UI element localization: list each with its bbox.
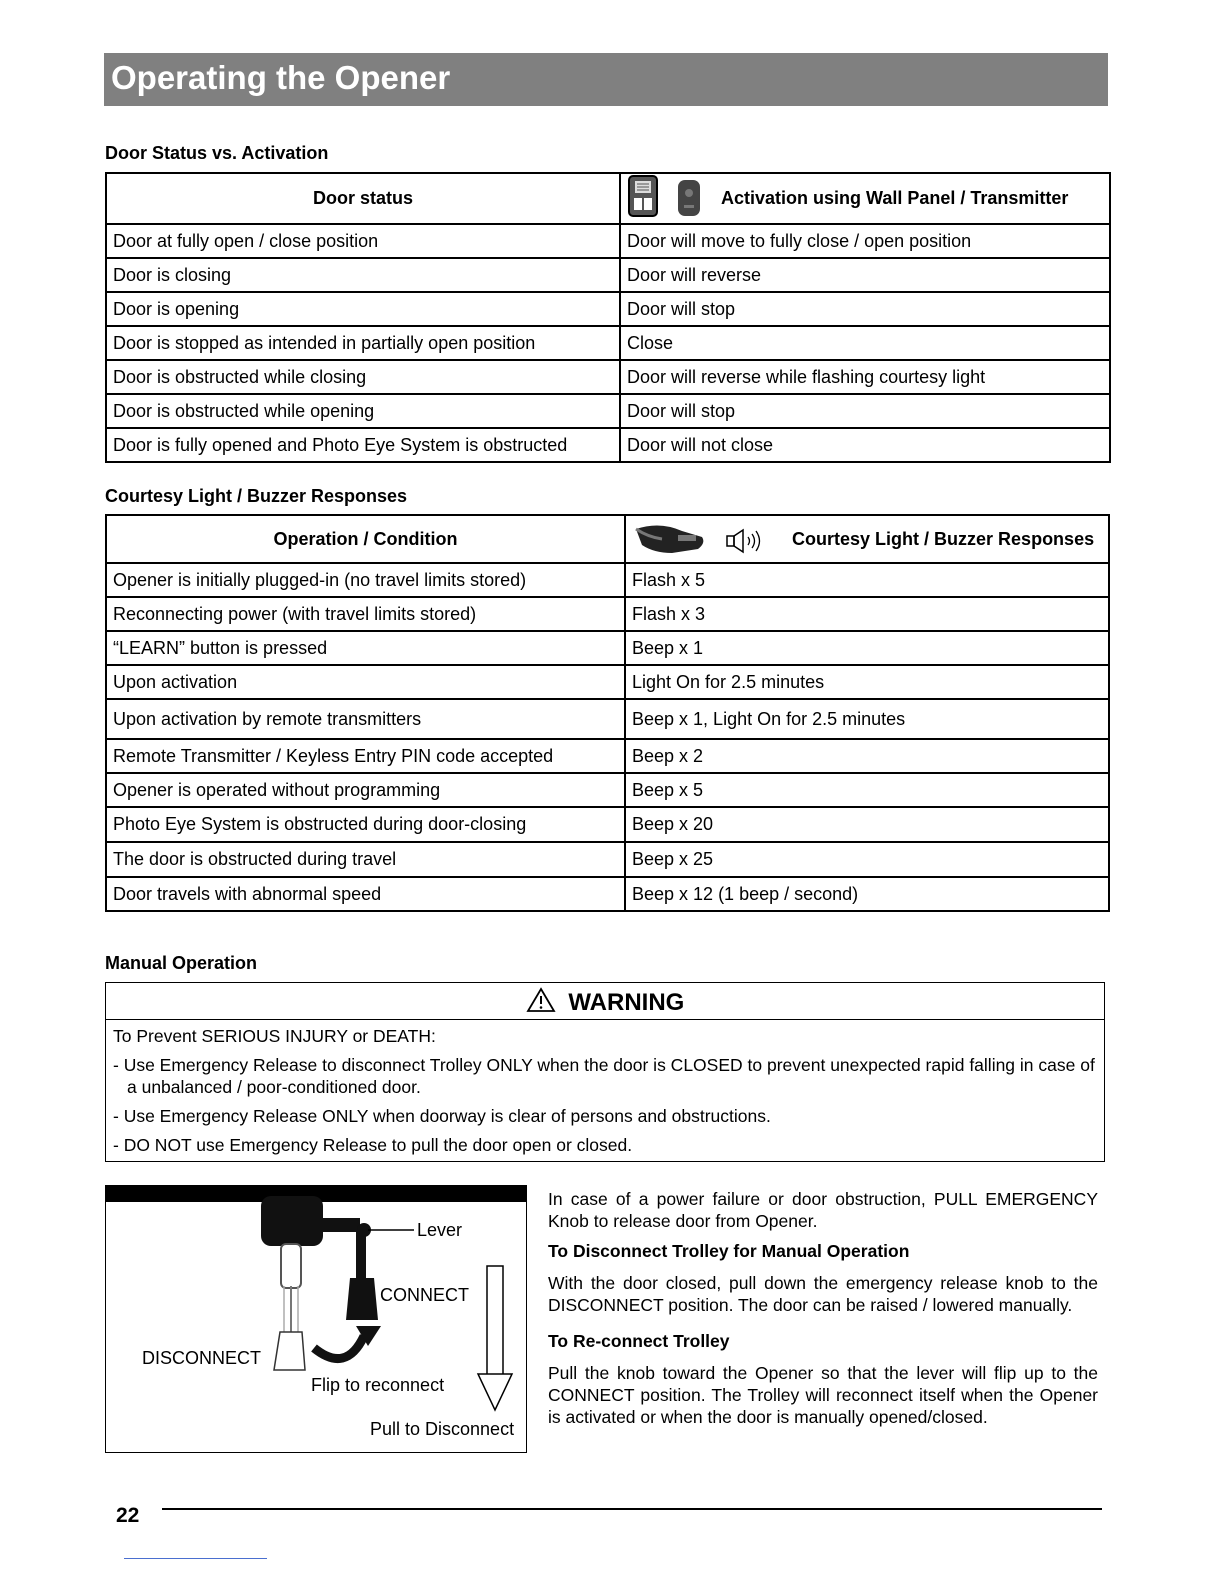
warning-body (106, 1020, 1104, 1156)
door-status-condition-cell: Door is fully opened and Photo Eye System is obstructed (106, 428, 620, 462)
reconnect-trolley-heading: To Re-connect Trolley (548, 1331, 730, 1351)
courtesy-responses-table (105, 514, 1110, 912)
courtesy-condition-cell: Door travels with abnormal speed (106, 877, 625, 911)
warning-box (105, 982, 1105, 1162)
courtesy-row (106, 773, 1109, 807)
courtesy-condition-cell: Photo Eye System is obstructed during door-closing (106, 807, 625, 842)
courtesy-response-cell: Beep x 2 (625, 739, 1109, 773)
pull-to-disconnect-label: Pull to Disconnect (370, 1419, 515, 1439)
warning-bullet: - Use Emergency Release to disconnect Trolley ONLY when the door is CLOSED to prevent unexpected rapid falling in case of a unbalanced / poor-conditioned door. (113, 1055, 1095, 1097)
door-status-section-title: Door Status vs. Activation (105, 143, 329, 163)
door-status-row (106, 258, 1110, 292)
courtesy-row (106, 597, 1109, 631)
door-status-response-cell: Close (620, 326, 1110, 360)
warning-header (106, 983, 1104, 1020)
door-status-condition-cell: Door is obstructed while closing (106, 360, 620, 394)
courtesy-condition-cell: “LEARN” button is pressed (106, 631, 625, 665)
door-status-row (106, 394, 1110, 428)
courtesy-condition-cell: The door is obstructed during travel (106, 842, 625, 877)
courtesy-row (106, 842, 1109, 877)
page-number: 22 (116, 1504, 140, 1527)
courtesy-row (106, 563, 1109, 597)
door-status-condition-cell: Door is stopped as intended in partially open position (106, 326, 620, 360)
door-status-response-cell: Door will reverse (620, 258, 1110, 292)
speaker-icon (723, 527, 773, 555)
page-title-banner (104, 53, 1108, 106)
courtesy-response-cell: Beep x 12 (1 beep / second) (625, 877, 1109, 911)
door-status-condition-cell: Door is opening (106, 292, 620, 326)
warning-title: WARNING (568, 989, 685, 1016)
courtesy-response-cell: Beep x 1, Light On for 2.5 minutes (625, 699, 1109, 739)
courtesy-condition-cell: Upon activation (106, 665, 625, 699)
door-status-condition-cell: Door is closing (106, 258, 620, 292)
door-status-response-cell: Door will not close (620, 428, 1110, 462)
courtesy-response-cell: Beep x 5 (625, 773, 1109, 807)
emergency-release-illustration (106, 1186, 527, 1453)
warning-triangle-icon (526, 987, 556, 1013)
manual-operation-instructions (548, 1188, 1098, 1436)
courtesy-section-title: Courtesy Light / Buzzer Responses (105, 486, 408, 506)
power-failure-text: In case of a power failure or door obstruction, PULL EMERGENCY Knob to release door from Opener. (548, 1189, 1098, 1231)
door-status-condition-cell: Door is obstructed while opening (106, 394, 620, 428)
door-status-response-cell: Door will stop (620, 292, 1110, 326)
lever-label: Lever (417, 1220, 463, 1240)
courtesy-row (106, 631, 1109, 665)
disconnect-trolley-text: With the door closed, pull down the emergency release knob to the DISCONNECT position. The door can be raised / lowered manually. (548, 1273, 1098, 1315)
footer-rule (162, 1508, 1102, 1510)
courtesy-condition-cell: Remote Transmitter / Keyless Entry PIN code accepted (106, 739, 625, 773)
disconnect-label: DISCONNECT (142, 1348, 262, 1368)
footer-link-underline (124, 1558, 267, 1559)
emergency-release-diagram (105, 1185, 527, 1453)
warning-bullet: - Use Emergency Release ONLY when doorway is clear of persons and obstructions. (113, 1106, 771, 1126)
door-status-row (106, 360, 1110, 394)
door-status-row (106, 326, 1110, 360)
door-status-col-header: Door status (106, 173, 620, 224)
transmitter-icon (676, 178, 702, 218)
connect-label: CONNECT (380, 1285, 469, 1305)
door-status-row (106, 224, 1110, 258)
activation-col-header: Activation using Wall Panel / Transmitter (620, 173, 1110, 224)
page-title: Operating the Opener (111, 59, 451, 96)
responses-col-header: Courtesy Light / Buzzer Responses (625, 515, 1109, 563)
door-status-table (105, 172, 1111, 463)
warning-intro: To Prevent SERIOUS INJURY or DEATH: (113, 1026, 436, 1046)
courtesy-response-cell: Beep x 1 (625, 631, 1109, 665)
courtesy-row (106, 665, 1109, 699)
courtesy-condition-cell: Opener is initially plugged-in (no travel limits stored) (106, 563, 625, 597)
courtesy-condition-cell: Upon activation by remote transmitters (106, 699, 625, 739)
flip-to-reconnect-label: Flip to reconnect (311, 1375, 445, 1395)
reconnect-trolley-text: Pull the knob toward the Opener so that the lever will flip up to the CONNECT position. The Trolley will reconnect itself when the Opener is activated or when the door is manually opened/closed. (548, 1363, 1098, 1427)
door-status-response-cell: Door will move to fully close / open position (620, 224, 1110, 258)
opener-icon (632, 519, 708, 555)
courtesy-condition-cell: Reconnecting power (with travel limits stored) (106, 597, 625, 631)
courtesy-row (106, 739, 1109, 773)
courtesy-response-cell: Flash x 5 (625, 563, 1109, 597)
door-status-response-cell: Door will stop (620, 394, 1110, 428)
courtesy-response-cell: Flash x 3 (625, 597, 1109, 631)
courtesy-response-cell: Light On for 2.5 minutes (625, 665, 1109, 699)
wall-panel-icon (627, 174, 659, 218)
courtesy-condition-cell: Opener is operated without programming (106, 773, 625, 807)
courtesy-response-cell: Beep x 20 (625, 807, 1109, 842)
door-status-response-cell: Door will reverse while flashing courtesy light (620, 360, 1110, 394)
operation-col-header: Operation / Condition (106, 515, 625, 563)
warning-bullet: - DO NOT use Emergency Release to pull the door open or closed. (113, 1135, 633, 1155)
courtesy-row (106, 877, 1109, 911)
disconnect-trolley-heading: To Disconnect Trolley for Manual Operation (548, 1241, 910, 1261)
courtesy-row (106, 807, 1109, 842)
courtesy-response-cell: Beep x 25 (625, 842, 1109, 877)
courtesy-row (106, 699, 1109, 739)
door-status-row (106, 292, 1110, 326)
door-status-condition-cell: Door at fully open / close position (106, 224, 620, 258)
door-status-row (106, 428, 1110, 462)
manual-operation-section-title: Manual Operation (105, 953, 258, 973)
